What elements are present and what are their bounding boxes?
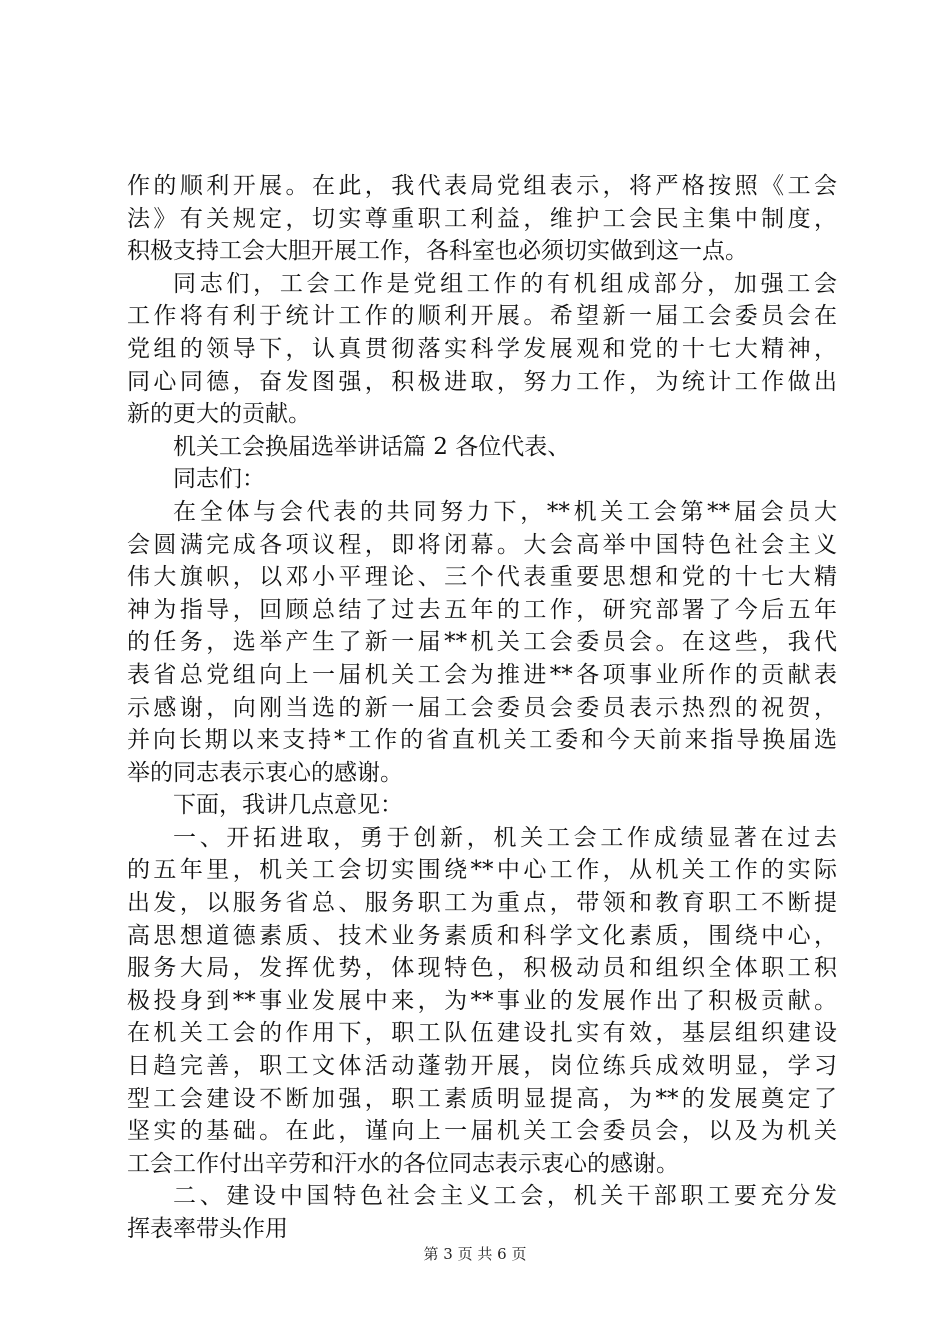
- text-line: 型工会建设不断加强，职工素质明显提高，为**的发展奠定了: [127, 1085, 837, 1112]
- text-line: 同志们：: [173, 466, 265, 493]
- text-line: 二、建设中国特色社会主义工会，机关干部职工要充分发: [173, 1183, 837, 1210]
- text-line: 极投身到**事业发展中来，为**事业的发展作出了积极贡献。: [127, 987, 837, 1014]
- page-footer: 第 3 页 共 6 页: [423, 1245, 527, 1263]
- text-line: 法》有关规定，切实尊重职工利益，维护工会民主集中制度，: [127, 205, 837, 232]
- text-line: 的任务，选举产生了新一届**机关工会委员会。在这些，我代: [127, 629, 837, 656]
- text-line: 同心同德，奋发图强，积极进取，努力工作，为统计工作做出: [127, 368, 837, 395]
- text-line: 一、开拓进取，勇于创新，机关工会工作成绩显著在过去: [173, 824, 837, 851]
- document-body: [127, 170, 837, 1246]
- text-line: 在全体与会代表的共同努力下，**机关工会第**届会员大: [173, 498, 837, 525]
- text-line: 工会工作付出辛劳和汗水的各位同志表示衷心的感谢。: [127, 1150, 679, 1177]
- text-line: 伟大旗帜，以邓小平理论、三个代表重要思想和党的十七大精: [127, 564, 837, 591]
- text-line: 新的更大的贡献。: [127, 401, 311, 428]
- text-line: 出发，以服务省总、服务职工为重点，带领和教育职工不断提: [127, 890, 837, 917]
- text-line: 高思想道德素质、技术业务素质和科学文化素质，围绕中心，: [127, 922, 837, 949]
- text-line: 坚实的基础。在此，谨向上一届机关工会委员会，以及为机关: [127, 1118, 837, 1145]
- text-line: 在机关工会的作用下，职工队伍建设扎实有效，基层组织建设: [127, 1020, 837, 1047]
- text-line: 会圆满完成各项议程，即将闭幕。大会高举中国特色社会主义: [127, 531, 837, 558]
- text-line: 神为指导，回顾总结了过去五年的工作，研究部署了今后五年: [127, 596, 837, 623]
- text-line: 下面，我讲几点意见：: [173, 792, 403, 819]
- text-line: 挥表率带头作用: [127, 1216, 288, 1242]
- text-line: 服务大局，发挥优势，体现特色，积极动员和组织全体职工积: [127, 955, 837, 982]
- text-line: 举的同志表示衷心的感谢。: [127, 759, 403, 786]
- text-line: 同志们，工会工作是党组工作的有机组成部分，加强工会: [173, 270, 837, 297]
- text-line: 示感谢，向刚当选的新一届工会委员会委员表示热烈的祝贺，: [127, 694, 837, 721]
- text-line: 表省总党组向上一届机关工会为推进**各项事业所作的贡献表: [127, 661, 837, 688]
- text-line: 机关工会换届选举讲话篇 2 各位代表、: [173, 433, 571, 460]
- text-line: 积极支持工会大胆开展工作，各科室也必须切实做到这一点。: [127, 238, 748, 265]
- text-line: 日趋完善，职工文体活动蓬勃开展，岗位练兵成效明显，学习: [127, 1053, 837, 1080]
- text-line: 作的顺利开展。在此，我代表局党组表示，将严格按照《工会: [127, 173, 837, 199]
- text-line: 的五年里，机关工会切实围绕**中心工作，从机关工作的实际: [127, 857, 837, 884]
- text-line: 并向长期以来支持*工作的省直机关工委和今天前来指导换届选: [127, 727, 837, 754]
- text-line: 工作将有利于统计工作的顺利开展。希望新一届工会委员会在: [127, 303, 837, 330]
- text-line: 党组的领导下，认真贯彻落实科学发展观和党的十七大精神，: [127, 335, 837, 362]
